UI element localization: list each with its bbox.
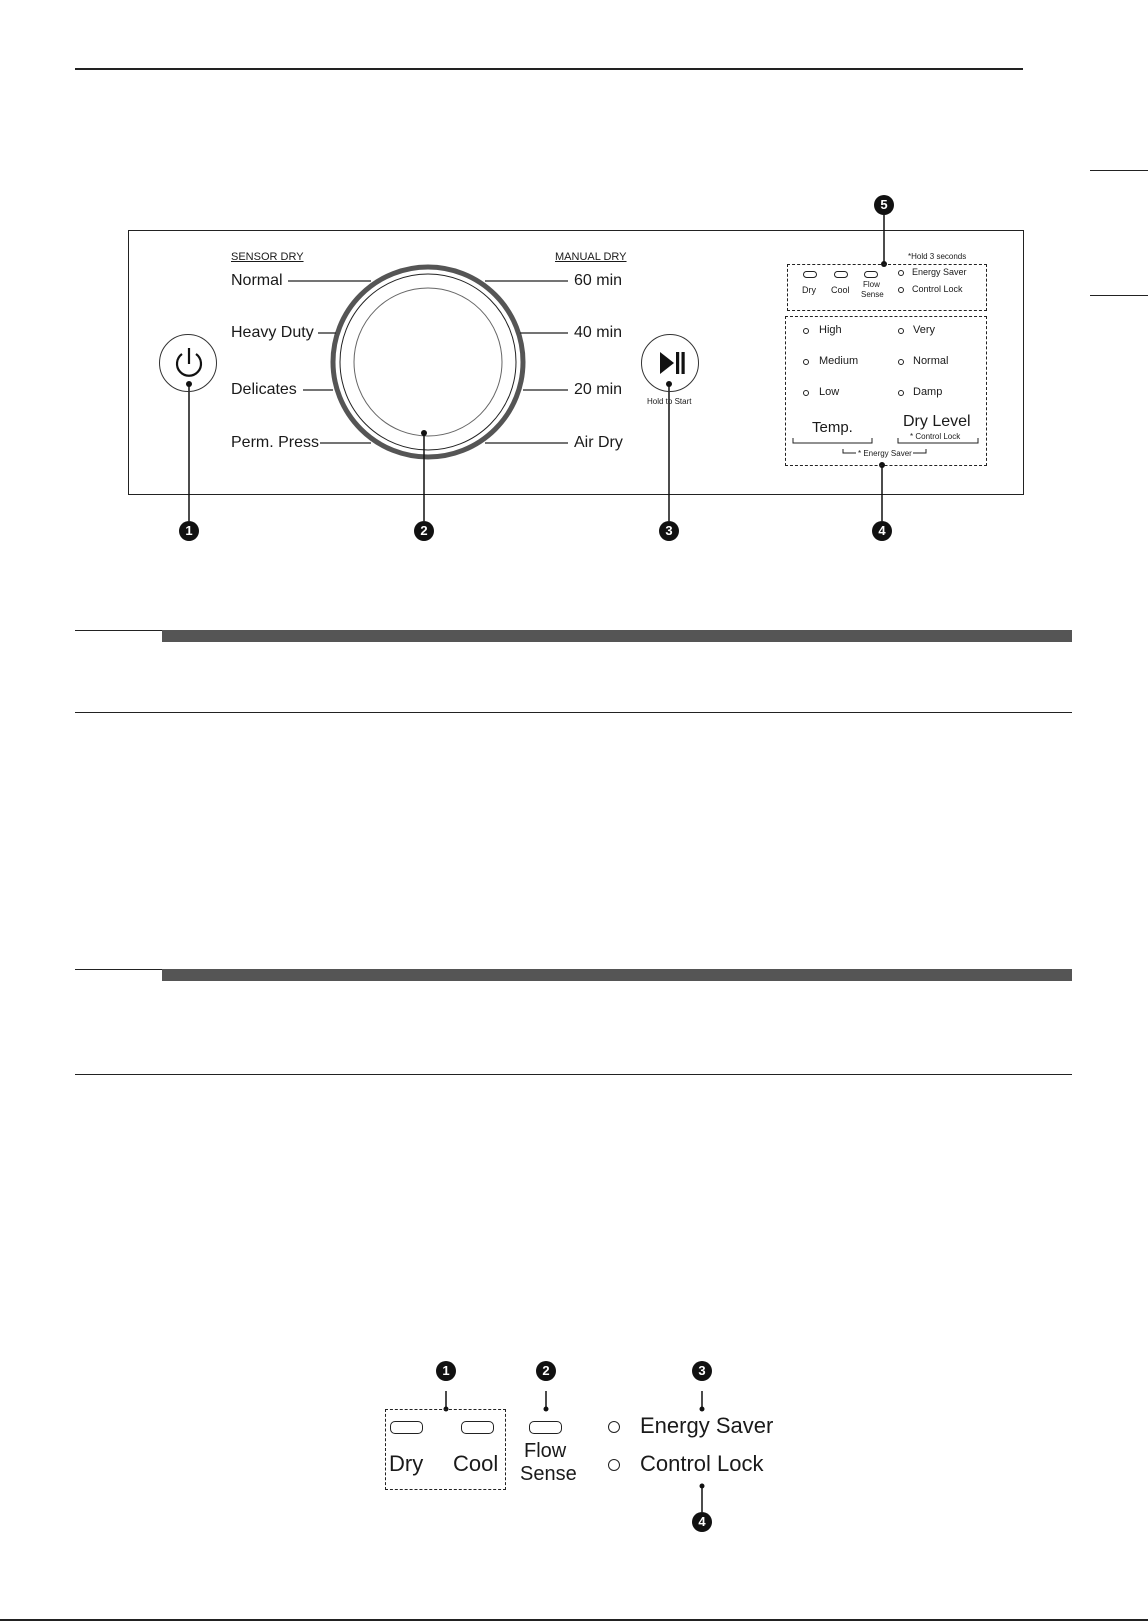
cycle-60-min[interactable]: 60 min (574, 272, 623, 289)
detail-dry-indicator (390, 1421, 423, 1434)
dry-normal-label: Normal (913, 355, 949, 367)
cycle-heavy-duty[interactable]: Heavy Duty (231, 324, 314, 341)
section-rule-2-thin (75, 969, 165, 970)
manual-dry-heading: MANUAL DRY (555, 251, 627, 263)
detail-flow-label: Flow (524, 1440, 567, 1462)
dry-indicator (803, 271, 817, 278)
hold-to-start-caption: Hold to Start (647, 397, 692, 406)
dry-very-indicator (898, 328, 904, 334)
callout-4: 4 (872, 521, 892, 541)
temp-high-label: High (819, 324, 842, 336)
cycle-perm-press[interactable]: Perm. Press (231, 434, 320, 451)
control-lock-label: Control Lock (912, 284, 963, 294)
cycle-normal[interactable]: Normal (231, 272, 283, 289)
section-underline-2 (75, 1074, 1072, 1075)
dry-damp-label: Damp (913, 386, 943, 398)
cycle-40-min[interactable]: 40 min (574, 324, 623, 341)
detail-control-lock-indicator (608, 1459, 620, 1471)
flow-sense-indicator (864, 271, 878, 278)
temp-medium-indicator (803, 359, 809, 365)
temp-high-indicator (803, 328, 809, 334)
dry-damp-indicator (898, 390, 904, 396)
detail-flow-sense-indicator (529, 1421, 562, 1434)
flow-label: Flow (863, 280, 880, 289)
play-pause-icon (642, 335, 700, 393)
dry-label: Dry (802, 285, 816, 295)
detail-control-lock-label: Control Lock (640, 1451, 764, 1476)
detail-cool-indicator (461, 1421, 494, 1434)
cycle-air-dry[interactable]: Air Dry (574, 434, 623, 451)
detail-callout-3: 3 (692, 1361, 712, 1381)
section-bar-1 (162, 630, 1072, 642)
section-rule-1-thin (75, 630, 165, 631)
cycle-selector-dial[interactable] (333, 267, 523, 457)
power-icon (160, 335, 218, 393)
detail-energy-saver-label: Energy Saver (640, 1413, 774, 1438)
callout-1: 1 (179, 521, 199, 541)
temp-button[interactable]: Temp. (812, 419, 853, 436)
callout-2: 2 (414, 521, 434, 541)
temp-low-label: Low (819, 386, 840, 398)
detail-callout-1: 1 (436, 1361, 456, 1381)
energy-saver-indicator (898, 270, 904, 276)
sensor-dry-heading: SENSOR DRY (231, 251, 304, 263)
control-lock-indicator (898, 287, 904, 293)
hold-note: *Hold 3 seconds (908, 252, 967, 261)
detail-cool-label: Cool (453, 1451, 499, 1476)
temp-medium-label: Medium (819, 355, 859, 367)
energy-saver-note: * Energy Saver (858, 449, 912, 458)
control-lock-note: * Control Lock (910, 432, 961, 441)
energy-saver-label: Energy Saver (912, 267, 967, 277)
cycle-delicates[interactable]: Delicates (231, 381, 297, 398)
detail-callout-4: 4 (692, 1512, 712, 1532)
detail-sense-label: Sense (520, 1463, 577, 1485)
dry-normal-indicator (898, 359, 904, 365)
detail-callout-2: 2 (536, 1361, 556, 1381)
dry-level-button[interactable]: Dry Level (903, 413, 971, 430)
callout-5: 5 (874, 195, 894, 215)
section-bar-2 (162, 969, 1072, 981)
dry-very-label: Very (913, 324, 936, 336)
sense-label: Sense (861, 290, 884, 299)
detail-dry-label: Dry (389, 1451, 424, 1476)
options-box (785, 316, 987, 466)
section-underline-1 (75, 712, 1072, 713)
detail-energy-saver-indicator (608, 1421, 620, 1433)
callout-3: 3 (659, 521, 679, 541)
temp-low-indicator (803, 390, 809, 396)
start-pause-button[interactable] (641, 334, 699, 392)
cool-indicator (834, 271, 848, 278)
cool-label: Cool (831, 285, 850, 295)
cycle-20-min[interactable]: 20 min (574, 381, 623, 398)
power-button[interactable] (159, 334, 217, 392)
